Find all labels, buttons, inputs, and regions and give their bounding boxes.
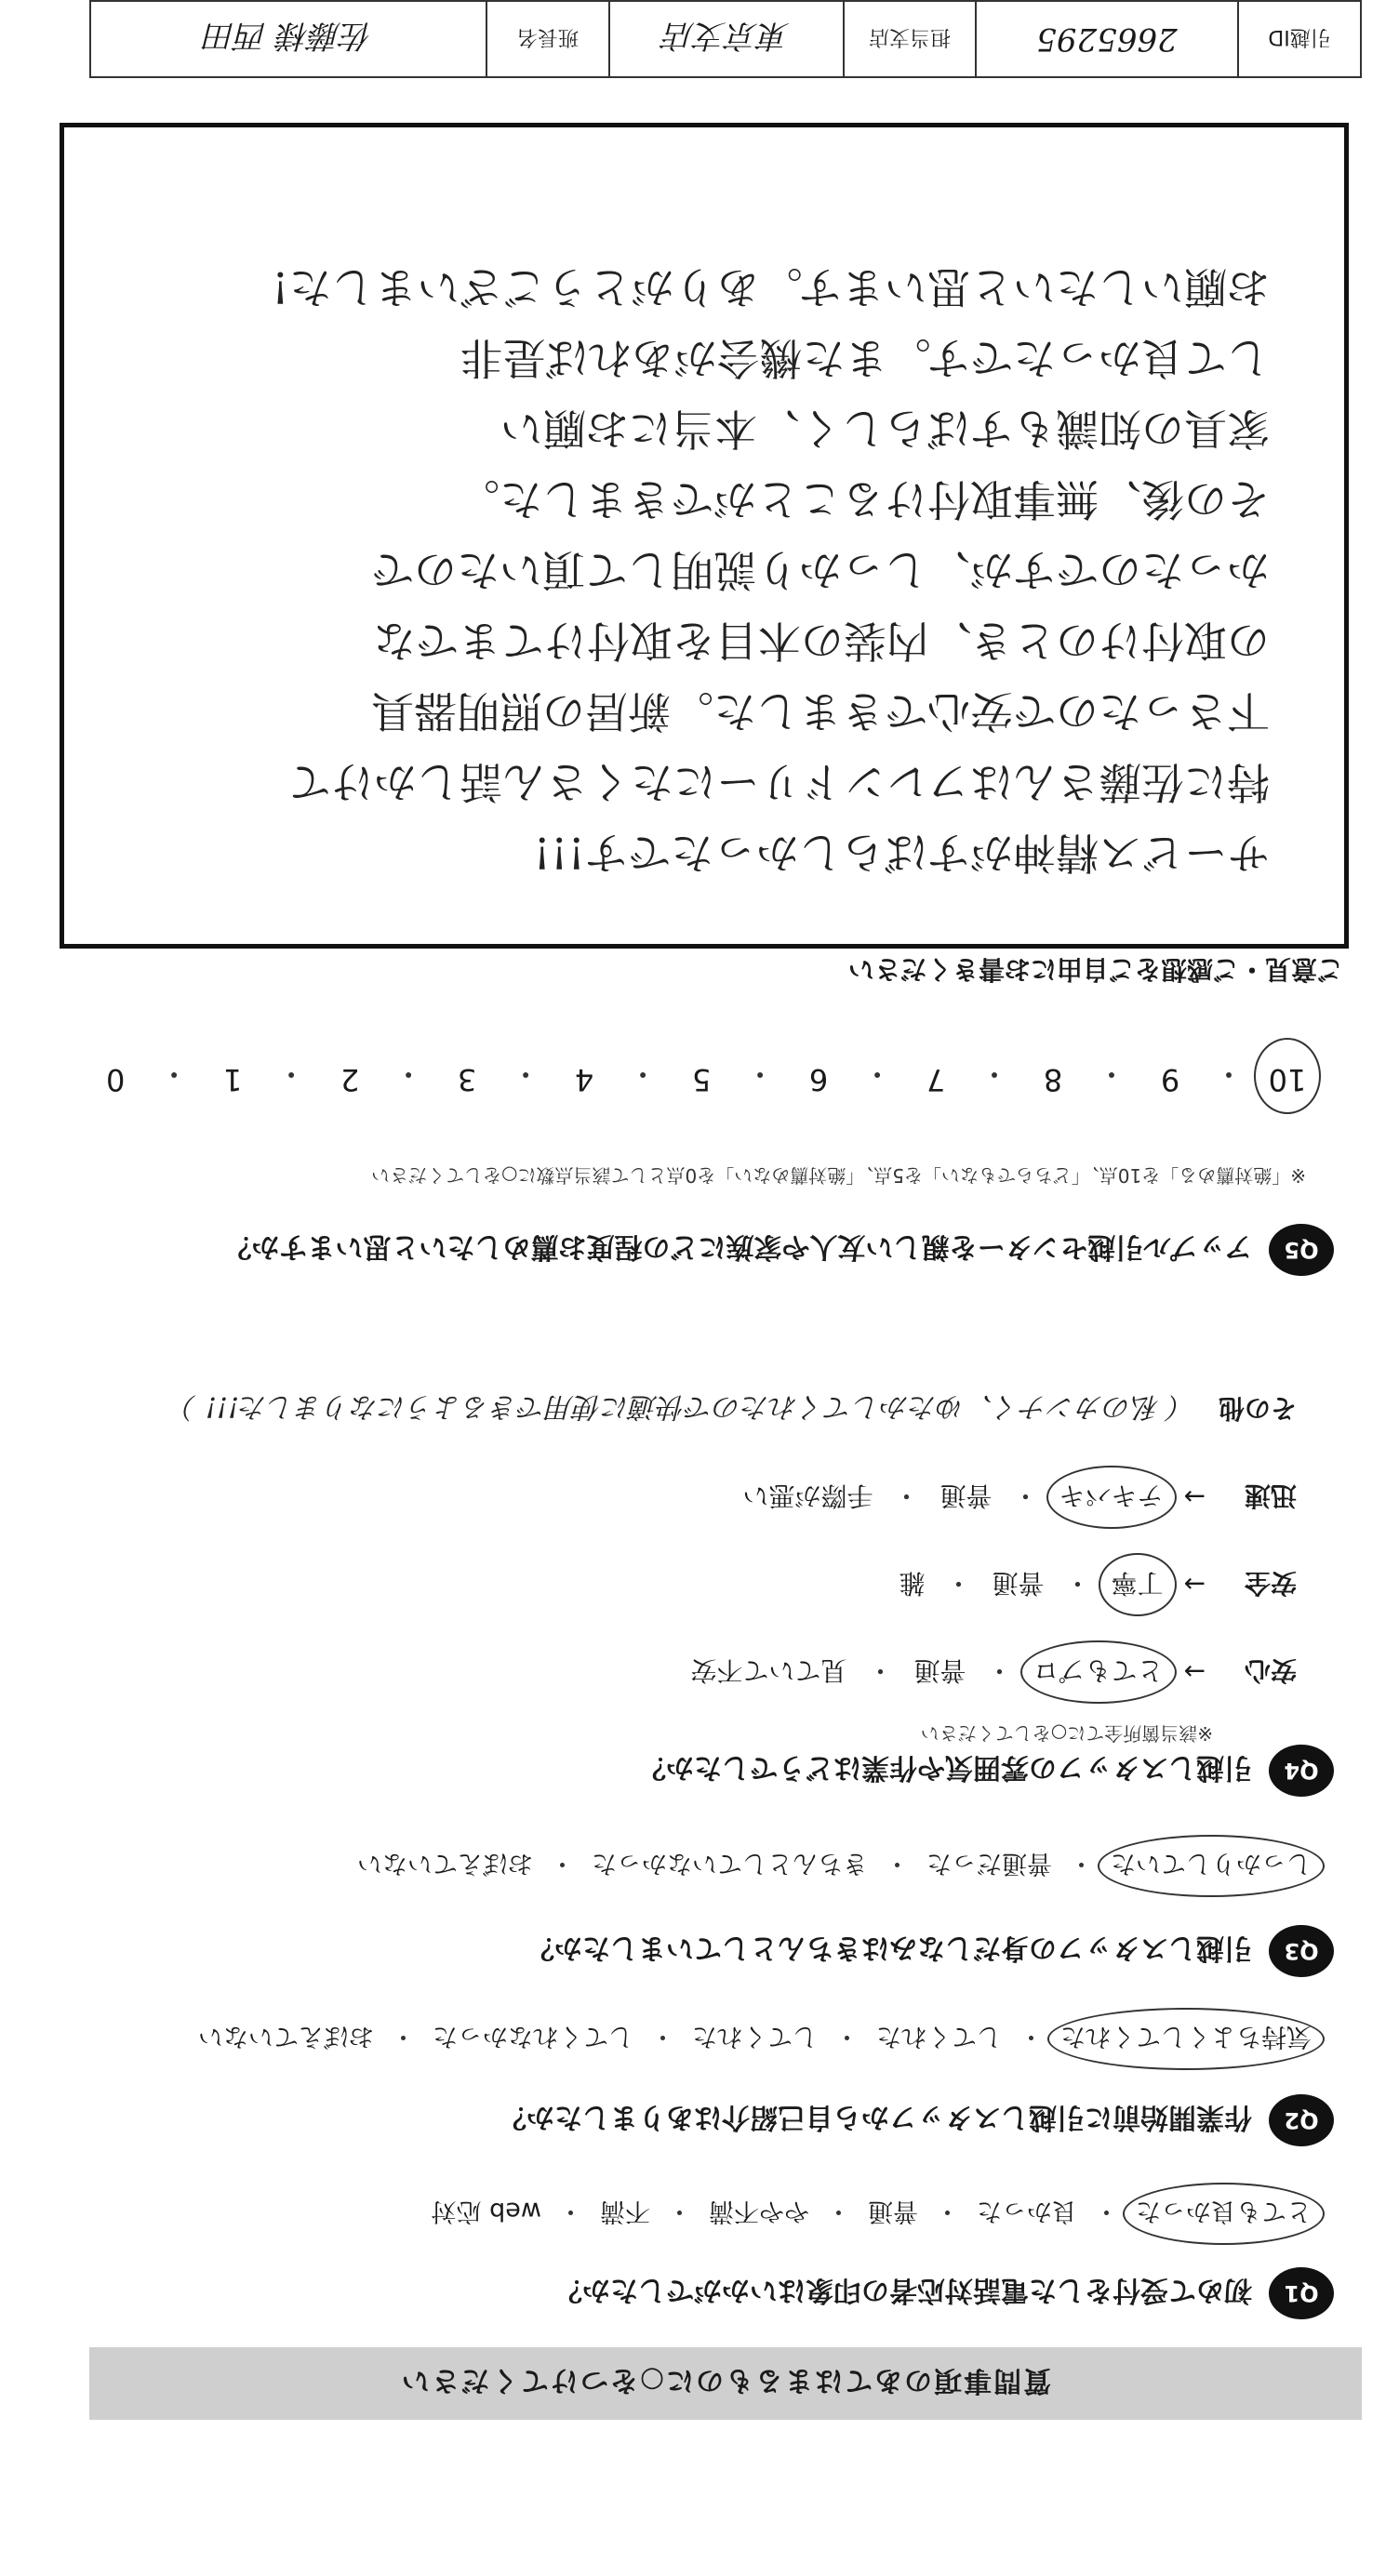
scale-option-2[interactable]: 2 [340, 1062, 360, 1097]
q4-note: ※該当箇所全てに○をしてください [920, 1722, 1213, 1745]
q2-option-4[interactable]: してくれなかった [433, 2022, 633, 2051]
q2-option-5[interactable]: おぼえていない [198, 2022, 374, 2051]
q5-note: ※「絶対薦める」を10点、「どちらでもない」を5点、「絶対薦めない」を0点として該当点数に○をしてください [371, 1164, 1306, 1187]
id-value: 2665295 [975, 2, 1237, 76]
question-5 [69, 1224, 1334, 1276]
q4-row-jinsoku: 迅速 → テキパキ ・ 普通 ・ 手際が悪い [739, 1479, 1297, 1516]
comment-line: 下さったので安心できました。新居の照明器具 [371, 686, 1270, 737]
q5-text: アップル引越センターを親しい友人や家族にどの程度お薦めしたいと思いますか？ [223, 1230, 1252, 1263]
instruction-text: 質問事項のあてはまるものに○をつけてください [399, 2364, 1052, 2397]
q1-option-3[interactable]: 普通 [868, 2197, 918, 2225]
q1-options: とても良かった ・ 良かった ・ 普通 ・ やや不満 ・ 不満 ・ web 応対 [69, 2196, 1315, 2232]
scale-option-0[interactable]: 0 [105, 1062, 126, 1097]
q4-row-label: 迅速 [1244, 1481, 1297, 1511]
q4-row-label: 安心 [1244, 1655, 1297, 1686]
q2-options: 気持ちよくしてくれた ・ してくれた ・ してくれた ・ してくれなかった ・ おぼえていない [69, 2021, 1315, 2057]
branch-label: 担当支店 [843, 2, 975, 76]
q4-row2-option-1[interactable]: 丁寧 [1108, 1566, 1167, 1603]
q4-row3-option-2[interactable]: 普通 [939, 1481, 993, 1511]
comment-line: の取付けのとき、内装の木目を取付けてまでな [372, 616, 1270, 666]
q2-option-1[interactable]: 気持ちよくしてくれた [1057, 2021, 1315, 2057]
q1-option-5[interactable]: 不満 [600, 2197, 650, 2225]
q4-text: 引越しスタッフの雰囲気や作業はどうでしたか？ [638, 1751, 1252, 1784]
q4-other-text[interactable]: （ 私のカンナく、ゆたかしてくれたので快適に使用できるようになりました!!! ） [168, 1390, 1196, 1423]
staff-label: 班長名 [486, 2, 608, 76]
q3-badge: Q3 [1269, 1925, 1334, 1977]
q4-other-label: その他 [1218, 1393, 1297, 1424]
q2-option-3[interactable]: してくれた [692, 2022, 818, 2051]
scale-option-6[interactable]: 6 [808, 1062, 829, 1097]
q5-scale: 10 ・ 9 ・ 8 ・ 7 ・ 6 ・ 5 ・ 4 ・ 3 ・ 2 ・ 1 ・ 0 [87, 1055, 1315, 1097]
q4-row-label: 安全 [1244, 1568, 1297, 1599]
q4-badge: Q4 [1269, 1745, 1334, 1797]
q4-row-anshin: 安心 → とてもプロ ・ 普通 ・ 見ていて不安 [686, 1653, 1297, 1691]
q4-row2-option-2[interactable]: 普通 [992, 1568, 1045, 1599]
q5-badge: Q5 [1269, 1224, 1334, 1276]
comment-line: その後、無事取付けることができました。 [457, 474, 1270, 524]
q2-badge: Q2 [1269, 2094, 1334, 2146]
q4-row-anzen: 安全 → 丁寧 ・ 普通 ・ 雑 [895, 1566, 1297, 1603]
question-2 [69, 2094, 1334, 2146]
q2-text: 作業開始前に引越しスタッフから自己紹介はありましたか？ [499, 2101, 1252, 2133]
id-label: 引越ID [1237, 2, 1360, 76]
branch-value: 東京支店 [608, 2, 843, 76]
q1-option-1[interactable]: とても良かった [1132, 2196, 1315, 2232]
q4-other-row [87, 1389, 1297, 1430]
q4-row3-option-1[interactable]: テキパキ [1056, 1479, 1167, 1516]
q2-option-2[interactable]: してくれた [876, 2022, 1002, 2051]
comment-line: して良かったです。また機会があれば是非 [460, 333, 1270, 383]
comment-line: かったのですが、しっかり説明して頂いたので [371, 545, 1270, 595]
arrow-icon: → [1183, 1569, 1206, 1600]
scale-option-1[interactable]: 1 [222, 1062, 243, 1097]
scale-option-4[interactable]: 4 [574, 1062, 594, 1097]
q4-row1-option-3[interactable]: 見ていて不安 [690, 1655, 847, 1686]
q4-row1-option-1[interactable]: とてもプロ [1030, 1653, 1167, 1691]
scale-option-3[interactable]: 3 [457, 1062, 477, 1097]
q1-option-6[interactable]: web 応対 [431, 2197, 541, 2225]
comment-line: 家具の知識もすばらしく、本当にお願い [500, 404, 1270, 454]
id-table [89, 0, 1362, 78]
q4-row3-option-3[interactable]: 手際が悪い [742, 1481, 873, 1511]
scale-option-7[interactable]: 7 [926, 1062, 946, 1097]
scale-option-9[interactable]: 9 [1160, 1062, 1180, 1097]
q1-text: 初めて受付をした電話対応者の印象はいかがでしたか？ [554, 2274, 1252, 2306]
arrow-icon: → [1183, 1481, 1206, 1513]
comment-line: 特に佐藤さんはフレンドリーにたくさん話しかけて [287, 757, 1270, 807]
instruction-band [89, 2347, 1362, 2420]
q4-row1-option-2[interactable]: 普通 [913, 1655, 966, 1686]
comment-line: お願いしたいと思います。ありがとうございました! [272, 262, 1270, 312]
q3-option-2[interactable]: 普通だった [926, 1849, 1052, 1878]
scale-option-5[interactable]: 5 [691, 1062, 712, 1097]
q3-option-4[interactable]: おぼえていない [357, 1849, 533, 1878]
question-4 [69, 1745, 1334, 1797]
q3-option-1[interactable]: しっかりしていた [1107, 1848, 1315, 1884]
question-1 [69, 2267, 1334, 2319]
q3-text: 引越しスタッフの身だしなみはきちんとしていましたか？ [526, 1932, 1252, 1964]
q4-row2-option-3[interactable]: 雑 [899, 1568, 926, 1599]
q3-option-3[interactable]: きちんとしていなかった [592, 1849, 868, 1878]
comment-title: ご意見・ご感想をご自由にお書きください [847, 954, 1343, 985]
q1-option-4[interactable]: やや不満 [709, 2197, 809, 2225]
scale-option-8[interactable]: 8 [1043, 1062, 1063, 1097]
q1-badge: Q1 [1269, 2267, 1334, 2319]
scale-option-10[interactable]: 10 [1259, 1055, 1315, 1097]
question-3 [69, 1925, 1334, 1977]
q3-options: しっかりしていた ・ 普通だった ・ きちんとしていなかった ・ おぼえていない [69, 1848, 1315, 1884]
arrow-icon: → [1183, 1656, 1206, 1688]
comment-box[interactable] [60, 123, 1349, 949]
comment-line: サービス精神がすばらしかったです!!! [533, 828, 1270, 878]
q1-option-2[interactable]: 良かった [977, 2197, 1077, 2225]
staff-value: 佐藤様 西田 [204, 17, 373, 55]
